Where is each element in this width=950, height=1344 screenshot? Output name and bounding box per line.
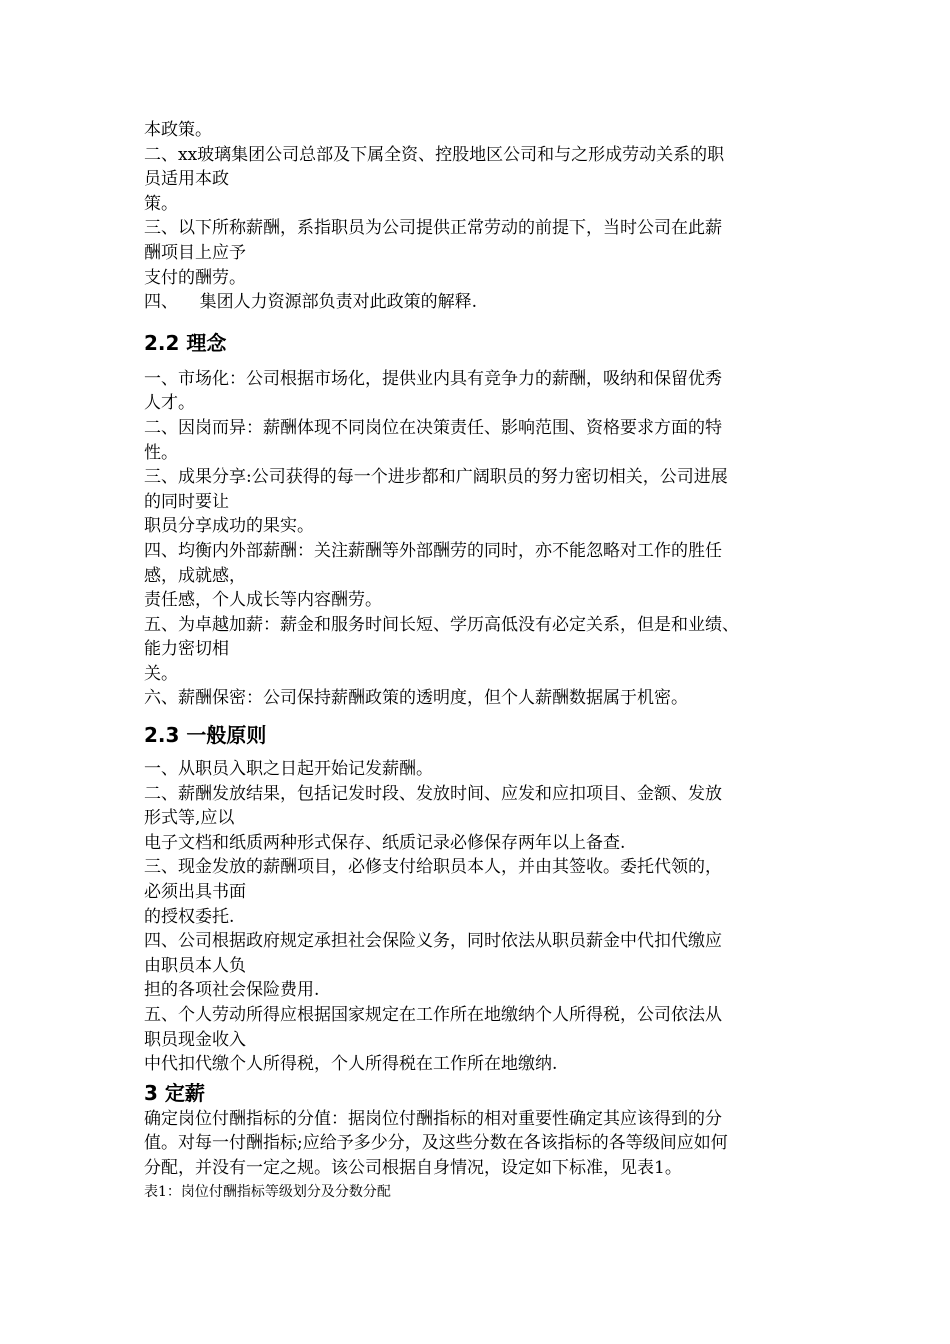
body-line: 关。 <box>144 663 178 684</box>
table-caption: 表1：岗位付酬指标等级划分及分数分配 <box>144 1183 391 1200</box>
body-line: 能力密切相 <box>144 639 229 660</box>
body-line: 二、薪酬发放结果，包括记发时段、发放时间、应发和应扣项目、金额、发放 <box>144 783 722 804</box>
body-line: 人才。 <box>144 393 195 414</box>
body-line: 职员分享成功的果实。 <box>144 516 314 537</box>
body-line: 性。 <box>144 442 178 463</box>
body-line: 中代扣代缴个人所得税，个人所得税在工作所在地缴纳. <box>144 1054 558 1075</box>
document-page <box>144 118 816 1203</box>
body-line: 五、个人劳动所得应根据国家规定在工作所在地缴纳个人所得税，公司依法从 <box>144 1005 722 1025</box>
body-line: 由职员本人负 <box>144 955 246 976</box>
body-line: 必须出具书面 <box>144 882 246 903</box>
body-line: 职员现金收入 <box>144 1029 246 1050</box>
body-line: 感，成就感， <box>144 565 246 586</box>
body-line: 值。对每一付酬指标;应给予多少分，及这些分数在各该指标的各等级间应如何 <box>144 1133 728 1154</box>
body-line: 员适用本政 <box>144 169 229 190</box>
body-line: 五、为卓越加薪：薪金和服务时间长短、学历高低没有必定关系，但是和业绩、 <box>144 614 739 635</box>
section-heading-2-2: 2.2 理念 <box>144 330 227 355</box>
body-line: 担的各项社会保险费用. <box>144 980 320 1001</box>
section-heading-3: 3 定薪 <box>144 1080 205 1105</box>
body-line: 一、从职员入职之日起开始记发薪酬。 <box>144 759 433 780</box>
body-line: 三、现金发放的薪酬项目，必修支付给职员本人，并由其签收。委托代领的， <box>144 857 722 878</box>
body-line: 分配，并没有一定之规。该公司根据自身情况，设定如下标准，见表1。 <box>144 1157 682 1178</box>
body-line: 四、均衡内外部薪酬：关注薪酬等外部酬劳的同时，亦不能忽略对工作的胜任 <box>144 540 722 561</box>
body-line: 的同时要让 <box>144 491 229 512</box>
body-line: 的授权委托. <box>144 906 235 927</box>
section-heading-2-3: 2.3 一般原则 <box>144 723 267 748</box>
body-line: 四、 集团人力资源部负责对此政策的解释. <box>144 292 478 313</box>
body-line: 六、薪酬保密：公司保持薪酬政策的透明度，但个人薪酬数据属于机密。 <box>144 688 688 709</box>
body-line: 酬项目上应予 <box>144 242 246 263</box>
body-line: 三、以下所称薪酬，系指职员为公司提供正常劳动的前提下，当时公司在此薪 <box>144 218 722 239</box>
body-line: 二、xx玻璃集团公司总部及下属全资、控股地区公司和与之形成劳动关系的职 <box>144 144 725 165</box>
body-line: 支付的酬劳。 <box>144 267 246 288</box>
body-line: 责任感，个人成长等内容酬劳。 <box>144 590 382 611</box>
body-line: 四、公司根据政府规定承担社会保险义务，同时依法从职员薪金中代扣代缴应 <box>144 931 722 952</box>
body-line: 三、成果分享:公司获得的每一个进步都和广阔职员的努力密切相关，公司进展 <box>144 467 728 488</box>
body-line: 确定岗位付酬指标的分值：据岗位付酬指标的相对重要性确定其应该得到的分 <box>144 1108 722 1129</box>
body-line: 一、市场化：公司根据市场化，提供业内具有竞争力的薪酬，吸纳和保留优秀 <box>144 368 722 389</box>
body-line: 策。 <box>144 193 178 214</box>
body-line: 电子文档和纸质两种形式保存、纸质记录必修保存两年以上备查. <box>144 832 626 853</box>
body-line: 二、因岗而异：薪酬体现不同岗位在决策责任、影响范围、资格要求方面的特 <box>144 417 722 438</box>
body-line: 形式等,应以 <box>144 808 235 829</box>
body-line: 本政策。 <box>144 120 212 140</box>
